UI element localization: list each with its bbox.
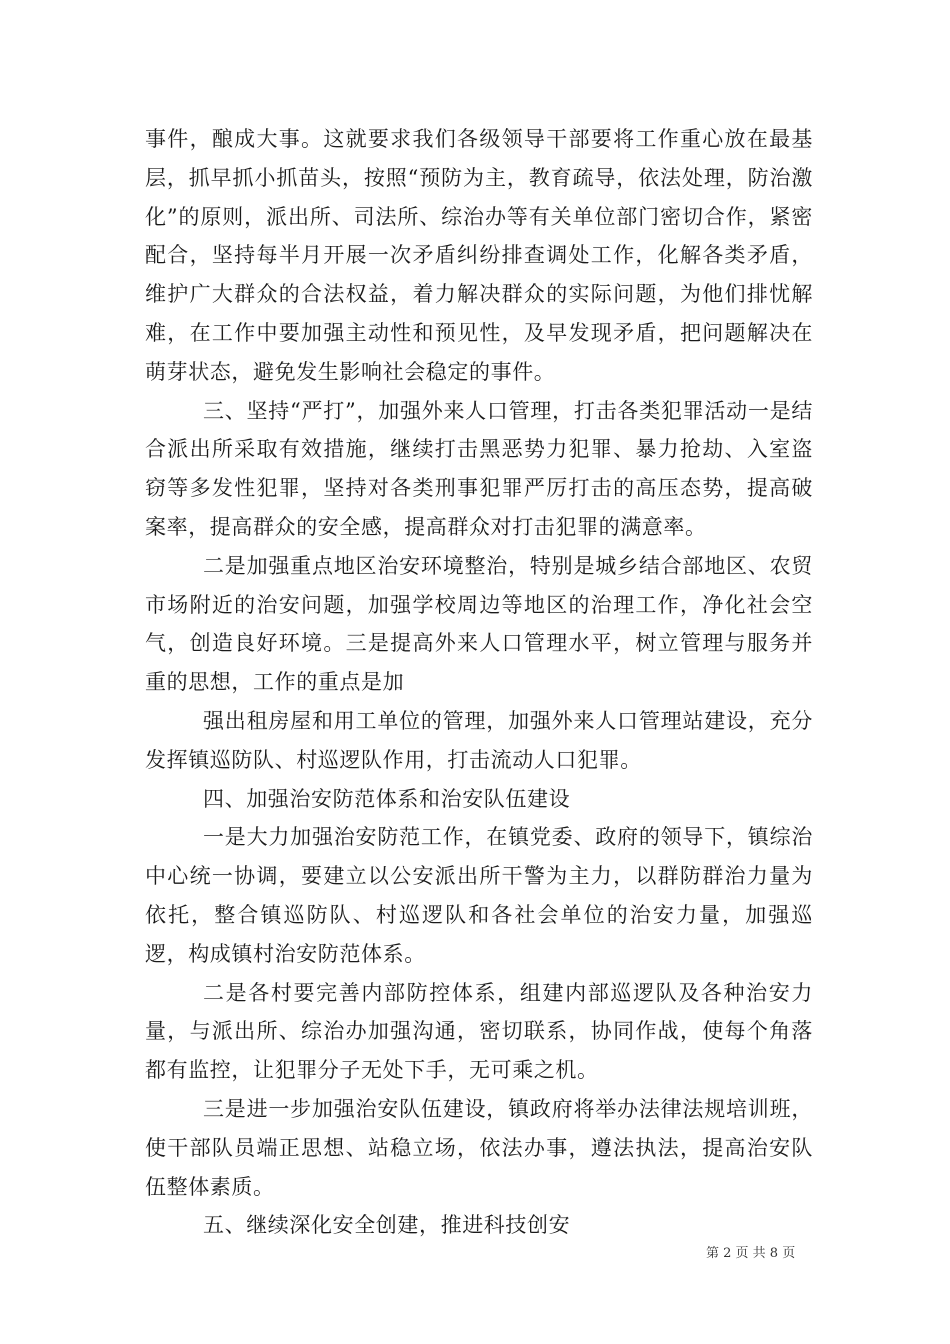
paragraph-7: 二是各村要完善内部防控体系，组建内部巡逻队及各种治安力量，与派出所、综治办加强沟通，密切联系，协同作战，使每个角落都有监控，让犯罪分子无处下手，无可乘之机。 [145,980,813,1083]
paragraph-2: 三、坚持“严打”，加强外来人口管理，打击各类犯罪活动一是结合派出所采取有效措施，继续打击黑恶势力犯罪、暴力抢劫、入室盗窃等多发性犯罪，坚持对各类刑事犯罪严厉打击的高压态势，提高破案率，提高群众的安全感，提高群众对打击犯罪的满意率。 [145,398,813,539]
paragraph-3: 二是加强重点地区治安环境整治，特别是城乡结合部地区、农贸市场附近的治安问题，加强学校周边等地区的治理工作，净化社会空气，创造良好环境。三是提高外来人口管理水平，树立管理与服务并重的思想，工作的重点是加 [145,553,813,695]
paragraph-1: 事件，酿成大事。这就要求我们各级领导干部要将工作重心放在最基层，抓早抓小抓苗头，按照“预防为主，教育疏导，依法处理，防治激化”的原则，派出所、司法所、综治办等有关单位部门密切合作，紧密配合，坚持每半月开展一次矛盾纠纷排查调处工作，化解各类矛盾，维护广大群众的合法权益，着力解决群众的实际问题，为他们排忧解难，在工作中要加强主动性和预见性，及早发现矛盾，把问题解决在萌芽状态，避免发生影响社会稳定的事件。 [145,127,813,384]
page-number-footer: 第 2 页 共 8 页 [706,1246,796,1261]
paragraph-4: 强出租房屋和用工单位的管理，加强外来人口管理站建设，充分发挥镇巡防队、村巡逻队作用，打击流动人口犯罪。 [145,708,813,772]
paragraph-8: 三是进一步加强治安队伍建设，镇政府将举办法律法规培训班，使干部队员端正思想、站稳立场，依法办事，遵法执法，提高治安队伍整体素质。 [145,1096,813,1199]
paragraph-6: 一是大力加强治安防范工作，在镇党委、政府的领导下，镇综治中心统一协调，要建立以公安派出所干警为主力，以群防群治力量为依托，整合镇巡防队、村巡逻队和各社会单位的治安力量，加强巡逻，构成镇村治安防范体系。 [145,825,813,966]
document-body [145,120,813,1245]
section-heading-5: 五、继续深化安全创建，推进科技创安 [203,1213,571,1238]
section-heading-4: 四、加强治安防范体系和治安队伍建设 [203,786,571,811]
